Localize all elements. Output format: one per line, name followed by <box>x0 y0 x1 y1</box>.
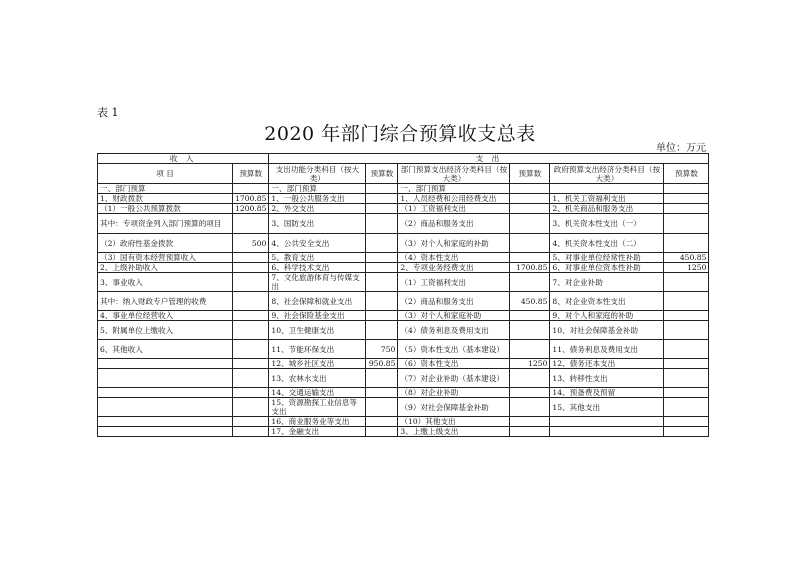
income-budget-cell <box>233 427 269 437</box>
func-budget-cell <box>366 292 398 311</box>
income-budget-cell: 500 <box>233 234 269 253</box>
gov-budget-cell <box>664 184 709 194</box>
gov-budget-cell <box>664 417 709 427</box>
dept-item-cell: （4）债务利息及费用支出 <box>398 321 510 340</box>
func-budget-cell <box>366 427 398 437</box>
table-row <box>98 194 709 204</box>
income-budget-cell <box>233 214 269 234</box>
gov-budget-cell <box>664 214 709 234</box>
func-budget-cell <box>366 321 398 340</box>
income-budget-cell <box>233 292 269 311</box>
gov-budget-cell <box>664 369 709 388</box>
income-item-cell: 其中：专项资金列入部门预算的项目 <box>98 214 233 234</box>
income-budget-cell <box>233 263 269 273</box>
func-budget-cell: 750 <box>366 340 398 359</box>
income-item-cell: 1、财政拨款 <box>98 194 233 204</box>
func-budget-cell <box>366 398 398 417</box>
gov-budget-cell <box>664 321 709 340</box>
gov-item-cell: 6、对事业单位资本性补助 <box>550 263 664 273</box>
income-item-cell: 2、上级补助收入 <box>98 263 233 273</box>
gov-item-cell: 1、机关工资福利支出 <box>550 194 664 204</box>
dept-budget-cell <box>510 184 550 194</box>
table-row <box>98 273 709 292</box>
func-budget-cell <box>366 234 398 253</box>
gov-budget-cell <box>664 273 709 292</box>
gov-budget-cell <box>664 311 709 321</box>
dept-item-cell: （4）资本性支出 <box>398 253 510 263</box>
dept-budget-cell: 1250 <box>510 359 550 369</box>
dept-item-cell: （8）对企业补助 <box>398 388 510 398</box>
dept-item-cell: （9）对社会保障基金补助 <box>398 398 510 417</box>
income-item-cell: 4、事业单位经营收入 <box>98 311 233 321</box>
gov-item-cell <box>550 184 664 194</box>
dept-budget-cell <box>510 321 550 340</box>
income-budget-cell <box>233 369 269 388</box>
page-title: 2020 年部门综合预算收支总表 <box>264 123 536 145</box>
gov-item-cell: 11、债务利息及费用支出 <box>550 340 664 359</box>
gov-budget-cell <box>664 359 709 369</box>
budget-header: 预算数 <box>664 164 709 184</box>
income-item-cell: 一、部门预算 <box>98 184 233 194</box>
income-item-cell <box>98 359 233 369</box>
income-item-cell: 6、其他收入 <box>98 340 233 359</box>
func-item-cell: 3、国防支出 <box>269 214 366 234</box>
gov-budget-cell <box>664 427 709 437</box>
table-row <box>98 340 709 359</box>
gov-item-cell: 2、机关商品和服务支出 <box>550 204 664 214</box>
dept-item-cell: （3）对个人和家庭补助 <box>398 311 510 321</box>
gov-budget-cell <box>664 194 709 204</box>
dept-item-cell: （2）商品和服务支出 <box>398 292 510 311</box>
table-row <box>98 369 709 388</box>
gov-item-cell: 12、债务还本支出 <box>550 359 664 369</box>
gov-item-cell <box>550 427 664 437</box>
func-budget-cell <box>366 204 398 214</box>
func-item-cell: 2、外交支出 <box>269 204 366 214</box>
dept-class-header: 部门预算支出经济分类科目（按大类） <box>398 164 510 184</box>
dept-budget-cell <box>510 273 550 292</box>
dept-item-cell: 3、上缴上级支出 <box>398 427 510 437</box>
income-budget-cell <box>233 359 269 369</box>
gov-budget-cell <box>664 340 709 359</box>
func-item-cell: 4、公共安全支出 <box>269 234 366 253</box>
income-item-cell <box>98 417 233 427</box>
table-row <box>98 292 709 311</box>
budget-header: 预算数 <box>233 164 269 184</box>
func-item-cell: 11、节能环保支出 <box>269 340 366 359</box>
income-budget-cell <box>233 321 269 340</box>
income-budget-cell <box>233 417 269 427</box>
func-item-cell: 1、一般公共服务支出 <box>269 194 366 204</box>
income-item-cell: （2）政府性基金拨款 <box>98 234 233 253</box>
table-row <box>98 417 709 427</box>
func-item-cell: 12、城乡社区支出 <box>269 359 366 369</box>
income-item-cell <box>98 398 233 417</box>
income-budget-cell <box>233 388 269 398</box>
gov-item-cell: 10、对社会保障基金补助 <box>550 321 664 340</box>
dept-budget-cell: 1700.85 <box>510 263 550 273</box>
gov-item-cell: 5、对事业单位经常性补助 <box>550 253 664 263</box>
func-item-cell: 13、农林水支出 <box>269 369 366 388</box>
dept-item-cell: 1、人员经费和公用经费支出 <box>398 194 510 204</box>
income-budget-cell <box>233 340 269 359</box>
func-budget-cell <box>366 194 398 204</box>
income-item-cell: 5、附属单位上缴收入 <box>98 321 233 340</box>
dept-budget-cell: 450.85 <box>510 292 550 311</box>
dept-item-cell: （2）商品和服务支出 <box>398 214 510 234</box>
func-budget-cell: 950.85 <box>366 359 398 369</box>
func-item-cell: 16、商业服务业等支出 <box>269 417 366 427</box>
gov-item-cell: 9、对个人和家庭的补助 <box>550 311 664 321</box>
dept-budget-cell <box>510 427 550 437</box>
func-budget-cell <box>366 273 398 292</box>
gov-class-header: 政府预算支出经济分类科目（按大类） <box>550 164 664 184</box>
budget-table <box>97 153 709 437</box>
income-item-cell <box>98 427 233 437</box>
dept-budget-cell <box>510 417 550 427</box>
gov-item-cell: 4、机关资本性支出（二） <box>550 234 664 253</box>
income-budget-cell <box>233 273 269 292</box>
table-row <box>98 214 709 234</box>
func-item-cell: 14、交通运输支出 <box>269 388 366 398</box>
table-row <box>98 311 709 321</box>
gov-item-cell: 8、对企业资本性支出 <box>550 292 664 311</box>
dept-item-cell: （1）工资福利支出 <box>398 204 510 214</box>
income-item-cell: （3）国有资本经营预算收入 <box>98 253 233 263</box>
gov-budget-cell: 1250 <box>664 263 709 273</box>
income-budget-cell <box>233 253 269 263</box>
unit-label: 单位：万元 <box>656 143 706 154</box>
gov-item-cell: 7、对企业补助 <box>550 273 664 292</box>
income-budget-cell: 1700.85 <box>233 194 269 204</box>
budget-header: 预算数 <box>366 164 398 184</box>
income-budget-cell <box>233 398 269 417</box>
dept-item-cell: （6）资本性支出 <box>398 359 510 369</box>
dept-item-cell: （7）对企业补助（基本建设） <box>398 369 510 388</box>
gov-item-cell: 13、转移性支出 <box>550 369 664 388</box>
income-item-cell <box>98 369 233 388</box>
gov-budget-cell <box>664 204 709 214</box>
gov-item-cell: 15、其他支出 <box>550 398 664 417</box>
income-item-cell: 3、事业收入 <box>98 273 233 292</box>
table-row <box>98 321 709 340</box>
income-header: 收 入 <box>98 154 269 164</box>
dept-budget-cell <box>510 311 550 321</box>
dept-budget-cell <box>510 253 550 263</box>
gov-budget-cell: 450.85 <box>664 253 709 263</box>
table-row <box>98 398 709 417</box>
dept-item-cell: 一、部门预算 <box>398 184 510 194</box>
dept-budget-cell <box>510 234 550 253</box>
table-number: 表 1 <box>97 106 119 119</box>
dept-budget-cell <box>510 204 550 214</box>
func-item-cell: 5、教育支出 <box>269 253 366 263</box>
income-budget-cell <box>233 311 269 321</box>
table-row <box>98 204 709 214</box>
table-row <box>98 359 709 369</box>
func-budget-cell <box>366 311 398 321</box>
table-row <box>98 427 709 437</box>
gov-budget-cell <box>664 388 709 398</box>
gov-budget-cell <box>664 292 709 311</box>
table-row <box>98 388 709 398</box>
func-item-cell: 一、部门预算 <box>269 184 366 194</box>
dept-item-cell: （5）资本性支出（基本建设） <box>398 340 510 359</box>
dept-budget-cell <box>510 398 550 417</box>
func-item-cell: 9、社会保险基金支出 <box>269 311 366 321</box>
func-item-cell: 17、金融支出 <box>269 427 366 437</box>
dept-item-cell: （1）工资福利支出 <box>398 273 510 292</box>
table-row <box>98 253 709 263</box>
gov-item-cell: 3、机关资本性支出（一） <box>550 214 664 234</box>
func-item-cell: 8、社会保障和就业支出 <box>269 292 366 311</box>
gov-item-cell <box>550 417 664 427</box>
func-budget-cell <box>366 417 398 427</box>
dept-item-cell: 2、专项业务经费支出 <box>398 263 510 273</box>
dept-budget-cell <box>510 340 550 359</box>
dept-item-cell: （3）对个人和家庭的补助 <box>398 234 510 253</box>
gov-item-cell: 14、预备费及预留 <box>550 388 664 398</box>
func-budget-cell <box>366 184 398 194</box>
income-item-cell: （1）一般公共预算拨款 <box>98 204 233 214</box>
func-budget-cell <box>366 369 398 388</box>
income-budget-cell: 1200.85 <box>233 204 269 214</box>
func-budget-cell <box>366 253 398 263</box>
func-class-header: 支出功能分类科目（按大类） <box>269 164 366 184</box>
income-item-cell <box>98 388 233 398</box>
table-row <box>98 263 709 273</box>
gov-budget-cell <box>664 398 709 417</box>
dept-budget-cell <box>510 214 550 234</box>
expense-header: 支 出 <box>269 154 709 164</box>
func-budget-cell <box>366 263 398 273</box>
income-budget-cell <box>233 184 269 194</box>
income-item-cell: 其中：纳入财政专户管理的收费 <box>98 292 233 311</box>
func-budget-cell <box>366 214 398 234</box>
func-budget-cell <box>366 388 398 398</box>
func-item-cell: 6、科学技术支出 <box>269 263 366 273</box>
func-item-cell: 10、卫生健康支出 <box>269 321 366 340</box>
table-row <box>98 184 709 194</box>
func-item-cell: 7、文化旅游体育与传媒支出 <box>269 273 366 292</box>
dept-budget-cell <box>510 194 550 204</box>
dept-budget-cell <box>510 369 550 388</box>
budget-header: 预算数 <box>510 164 550 184</box>
item-header: 项 目 <box>98 164 233 184</box>
gov-budget-cell <box>664 234 709 253</box>
dept-budget-cell <box>510 388 550 398</box>
func-item-cell: 15、资源勘探工业信息等支出 <box>269 398 366 417</box>
table-row <box>98 234 709 253</box>
dept-item-cell: （10）其他支出 <box>398 417 510 427</box>
